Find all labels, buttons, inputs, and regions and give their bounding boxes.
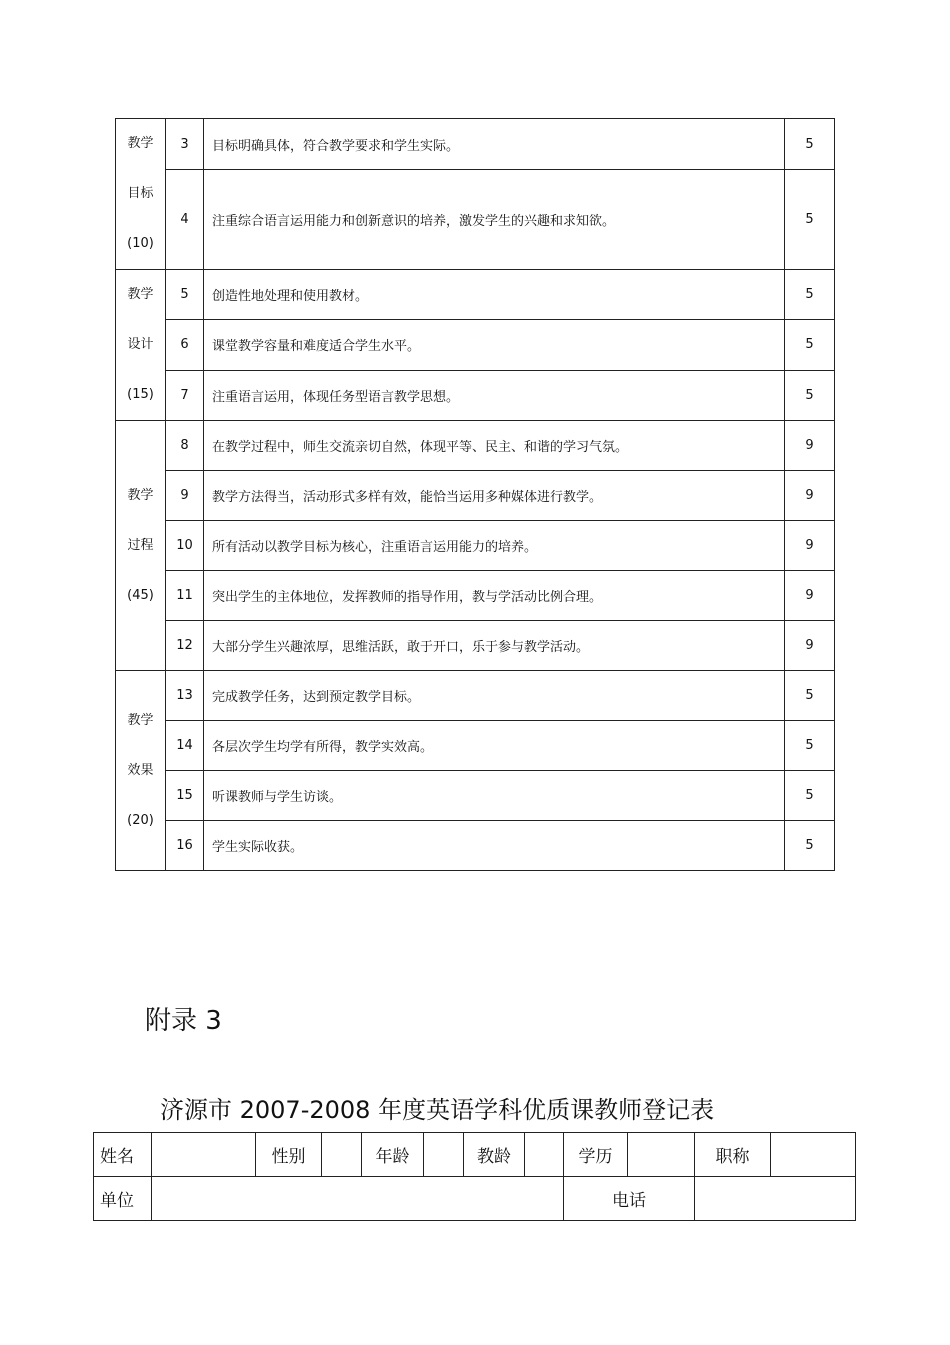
- item-number: 3: [166, 119, 204, 170]
- category-cell-effect: [116, 671, 166, 871]
- category-points: (20): [127, 812, 154, 828]
- registration-row-basic: [94, 1133, 856, 1177]
- item-score: 5: [785, 170, 835, 270]
- item-number: 16: [166, 821, 204, 871]
- item-number: 11: [166, 571, 204, 621]
- item-score: 5: [785, 721, 835, 771]
- item-number: 14: [166, 721, 204, 771]
- item-score: 9: [785, 621, 835, 671]
- age-label: 年龄: [362, 1133, 424, 1177]
- item-text: 注重综合语言运用能力和创新意识的培养，激发学生的兴趣和求知欲。: [204, 170, 785, 270]
- item-text: 教学方法得当，活动形式多样有效，能恰当运用多种媒体进行教学。: [204, 471, 785, 521]
- item-text: 学生实际收获。: [204, 821, 785, 871]
- category-points: (15): [127, 387, 154, 402]
- table-row: [116, 170, 835, 270]
- category-label: 过程: [127, 537, 154, 553]
- item-text: 在教学过程中，师生交流亲切自然，体现平等、民主、和谐的学习气氛。: [204, 421, 785, 471]
- category-label: 教学: [127, 287, 154, 302]
- category-label: 教学: [127, 136, 154, 151]
- item-score: 9: [785, 571, 835, 621]
- category-points: (45): [127, 587, 154, 603]
- gender-field[interactable]: [322, 1133, 362, 1177]
- item-number: 8: [166, 421, 204, 471]
- job-title-label: 职称: [695, 1133, 771, 1177]
- table-row: [116, 370, 835, 420]
- table-row: [116, 270, 835, 320]
- table-row: [116, 571, 835, 621]
- item-number: 13: [166, 671, 204, 721]
- table-row: [116, 771, 835, 821]
- unit-label: 单位: [94, 1177, 152, 1221]
- category-label: 教学: [127, 487, 154, 503]
- item-score: 9: [785, 421, 835, 471]
- item-text: 目标明确具体，符合教学要求和学生实际。: [204, 119, 785, 170]
- item-text: 听课教师与学生访谈。: [204, 771, 785, 821]
- category-label: 设计: [127, 337, 154, 352]
- age-field[interactable]: [424, 1133, 464, 1177]
- category-cell-goals: [116, 119, 166, 270]
- table-row: [116, 471, 835, 521]
- item-score: 5: [785, 270, 835, 320]
- phone-field[interactable]: [695, 1177, 856, 1221]
- item-number: 5: [166, 270, 204, 320]
- registration-form-title: 济源市 2007-2008 年度英语学科优质课教师登记表: [160, 1096, 715, 1124]
- table-row: [116, 421, 835, 471]
- item-number: 15: [166, 771, 204, 821]
- item-score: 5: [785, 370, 835, 420]
- item-number: 6: [166, 320, 204, 370]
- registration-table: [93, 1132, 856, 1221]
- category-cell-design: [116, 270, 166, 421]
- category-points: (10): [127, 236, 154, 251]
- item-score: 5: [785, 771, 835, 821]
- name-field[interactable]: [152, 1133, 256, 1177]
- teaching-years-field[interactable]: [525, 1133, 564, 1177]
- table-row: [116, 621, 835, 671]
- item-text: 注重语言运用，体现任务型语言教学思想。: [204, 370, 785, 420]
- gender-label: 性别: [256, 1133, 322, 1177]
- category-label: 教学: [127, 712, 154, 728]
- item-score: 5: [785, 821, 835, 871]
- table-row: [116, 320, 835, 370]
- table-row: [116, 821, 835, 871]
- category-label: 目标: [127, 186, 154, 201]
- item-text: 各层次学生均学有所得，教学实效高。: [204, 721, 785, 771]
- table-row: [116, 521, 835, 571]
- table-row: [116, 721, 835, 771]
- item-number: 10: [166, 521, 204, 571]
- unit-field[interactable]: [152, 1177, 564, 1221]
- table-row: [116, 119, 835, 170]
- education-label: 学历: [564, 1133, 628, 1177]
- item-score: 9: [785, 471, 835, 521]
- teaching-years-label: 教龄: [464, 1133, 525, 1177]
- registration-row-unit: [94, 1177, 856, 1221]
- item-number: 7: [166, 370, 204, 420]
- item-text: 课堂教学容量和难度适合学生水平。: [204, 320, 785, 370]
- evaluation-table: [115, 118, 835, 871]
- item-score: 5: [785, 671, 835, 721]
- item-number: 9: [166, 471, 204, 521]
- item-text: 大部分学生兴趣浓厚，思维活跃，敢于开口，乐于参与教学活动。: [204, 621, 785, 671]
- category-label: 效果: [127, 762, 154, 778]
- item-score: 5: [785, 119, 835, 170]
- item-number: 4: [166, 170, 204, 270]
- education-field[interactable]: [628, 1133, 695, 1177]
- item-score: 5: [785, 320, 835, 370]
- item-text: 所有活动以教学目标为核心，注重语言运用能力的培养。: [204, 521, 785, 571]
- item-text: 突出学生的主体地位，发挥教师的指导作用，教与学活动比例合理。: [204, 571, 785, 621]
- item-text: 创造性地处理和使用教材。: [204, 270, 785, 320]
- phone-label: 电话: [564, 1177, 695, 1221]
- item-score: 9: [785, 521, 835, 571]
- name-label: 姓名: [94, 1133, 152, 1177]
- item-number: 12: [166, 621, 204, 671]
- job-title-field[interactable]: [771, 1133, 856, 1177]
- category-cell-process: [116, 421, 166, 671]
- appendix-heading: 附录 3: [145, 1006, 222, 1036]
- item-text: 完成教学任务，达到预定教学目标。: [204, 671, 785, 721]
- table-row: [116, 671, 835, 721]
